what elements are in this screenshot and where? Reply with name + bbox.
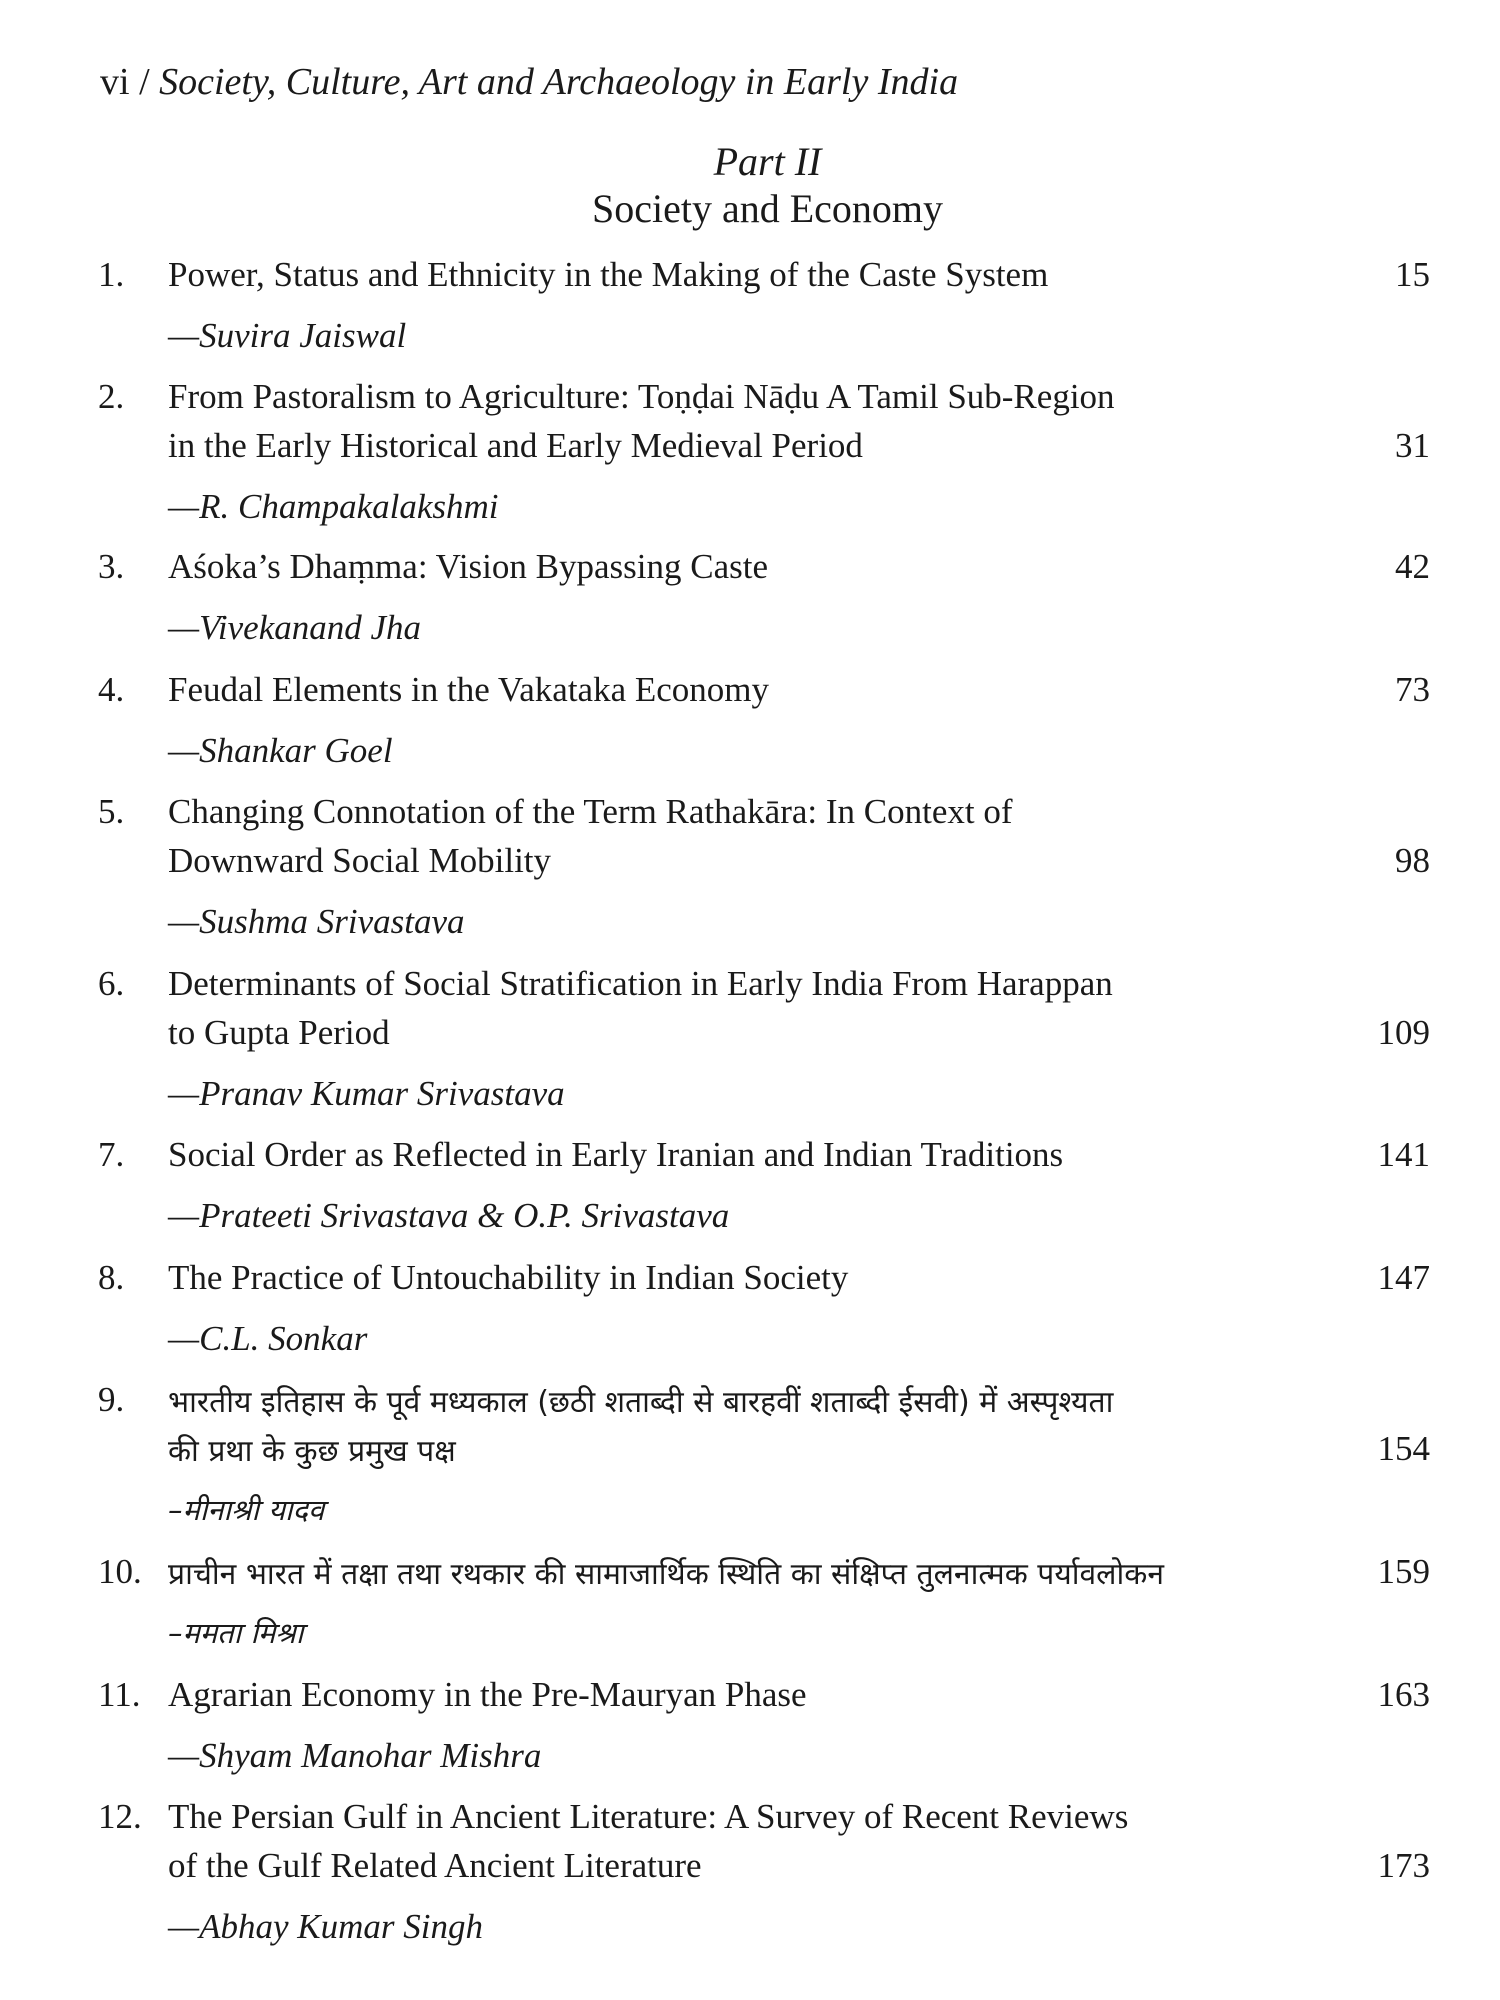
entry-page-number: 147 [1377, 1258, 1430, 1297]
entry-title-line: की प्रथा के कुछ प्रमुख पक्ष [168, 1434, 456, 1469]
entry-title-line: Changing Connotation of the Term Rathakāra: In Context of [168, 792, 1013, 831]
entry-number: 10. [98, 1552, 142, 1591]
entry-title-line: The Persian Gulf in Ancient Literature: A Survey of Recent Reviews [168, 1797, 1129, 1836]
entry-author: –मीनाश्री यादव [168, 1493, 325, 1527]
entry-author: —Prateeti Srivastava & O.P. Srivastava [168, 1196, 730, 1235]
entry-number: 2. [98, 377, 125, 416]
entry-title-line: From Pastoralism to Agriculture: Toṇḍai Nāḍu A Tamil Sub-Region [168, 377, 1115, 416]
entry-page-number: 42 [1395, 547, 1430, 586]
entry-number: 4. [98, 670, 125, 709]
running-head-separator: / [139, 61, 150, 103]
entry-title-line: भारतीय इतिहास के पूर्व मध्यकाल (छठी शताब्दी से बारहवीं शताब्दी ईसवी) में अस्पृश्यता [168, 1385, 1114, 1420]
entry-number: 5. [98, 792, 125, 831]
entry-title-line: in the Early Historical and Early Medieval Period [168, 426, 863, 465]
entry-page-number: 109 [1377, 1013, 1430, 1052]
entry-author: —Pranav Kumar Srivastava [168, 1074, 565, 1113]
entry-number: 3. [98, 547, 125, 586]
entry-page-number: 173 [1377, 1846, 1430, 1885]
entry-author: —Shyam Manohar Mishra [168, 1736, 542, 1775]
entry-number: 11. [98, 1675, 141, 1714]
part-title: Society and Economy [591, 186, 944, 231]
entry-title-line: Social Order as Reflected in Early Iranian and Indian Traditions [168, 1135, 1064, 1174]
entry-page-number: 98 [1395, 841, 1430, 880]
entry-title-line: to Gupta Period [168, 1013, 390, 1052]
entry-author: —R. Champakalakshmi [168, 487, 499, 526]
entry-page-number: 31 [1395, 426, 1430, 465]
entry-author: —Sushma Srivastava [168, 902, 465, 941]
entry-title-line: प्राचीन भारत में तक्षा तथा रथकार की सामाजार्थिक स्थिति का संक्षिप्त तुलनात्मक पर्यावलोकन [168, 1557, 1164, 1592]
entry-page-number: 15 [1395, 255, 1430, 294]
entry-page-number: 73 [1395, 670, 1430, 709]
entry-title-line: Agrarian Economy in the Pre-Mauryan Phase [168, 1675, 807, 1714]
entry-number: 7. [98, 1135, 125, 1174]
entry-page-number: 159 [1377, 1552, 1430, 1591]
entry-number: 1. [98, 255, 125, 294]
entry-author: —Vivekanand Jha [168, 608, 422, 647]
entry-number: 6. [98, 964, 125, 1003]
entry-title-line: Power, Status and Ethnicity in the Making of the Caste System [168, 255, 1049, 294]
entry-author: —Abhay Kumar Singh [168, 1907, 483, 1946]
entry-author: —Suvira Jaiswal [168, 316, 407, 355]
entry-title-line: of the Gulf Related Ancient Literature [168, 1846, 702, 1885]
entry-title-line: Aśoka’s Dhaṃma: Vision Bypassing Caste [168, 547, 769, 586]
entry-author: —Shankar Goel [168, 731, 393, 770]
entry-number: 12. [98, 1797, 142, 1836]
book-title: Society, Culture, Art and Archaeology in Early India [159, 61, 959, 103]
entry-title-line: Determinants of Social Stratification in Early India From Harappan [168, 964, 1113, 1003]
entry-title-line: The Practice of Untouchability in Indian Society [168, 1258, 849, 1297]
entry-page-number: 154 [1377, 1429, 1430, 1468]
entry-number: 8. [98, 1258, 125, 1297]
page-number: vi [100, 61, 130, 103]
entry-title-line: Feudal Elements in the Vakataka Economy [168, 670, 769, 709]
entry-title-line: Downward Social Mobility [168, 841, 552, 880]
entry-page-number: 163 [1377, 1675, 1430, 1714]
entry-author: –ममता मिश्रा [168, 1616, 304, 1650]
part-label: Part II [713, 139, 822, 184]
entry-page-number: 141 [1377, 1135, 1430, 1174]
entry-author: —C.L. Sonkar [168, 1319, 368, 1358]
entry-number: 9. [98, 1380, 125, 1419]
